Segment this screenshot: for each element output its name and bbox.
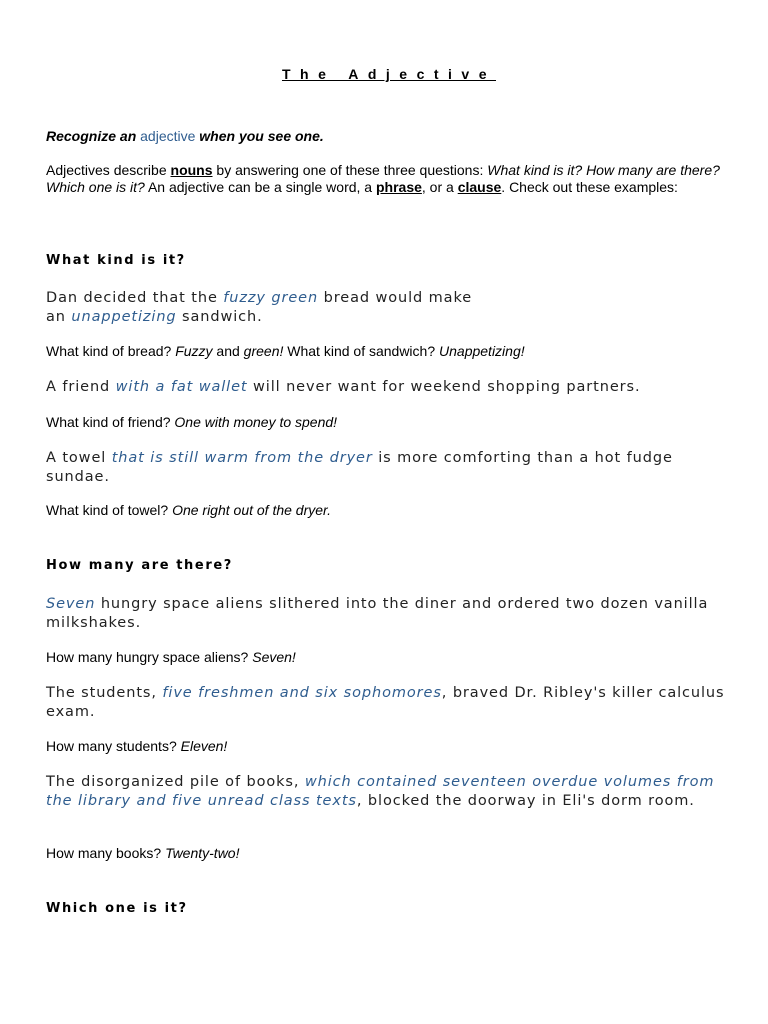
question-how-many-3: How many books? Twenty-two! xyxy=(46,845,240,861)
example-what-kind-2: A friend with a fat wallet will never want for weekend shopping partners. xyxy=(46,379,641,395)
phrase-link[interactable]: phrase xyxy=(375,179,422,195)
question-what-kind-1: What kind of bread? Fuzzy and green! What kind of sandwich? Unappetizing! xyxy=(46,343,525,359)
question-what-kind-2: What kind of friend? One with money to spend! xyxy=(46,414,338,430)
heading-what-kind: What kind is it? xyxy=(46,253,186,268)
example-what-kind-1: Dan decided that the fuzzy green bread would make an unappetizing sandwich. xyxy=(46,290,473,325)
adjective-link[interactable]: adjective xyxy=(140,128,196,144)
heading-how-many: How many are there? xyxy=(46,558,233,573)
page-title: The Adjective xyxy=(281,66,496,82)
intro-paragraph: Adjectives describe nouns by answering one of these three questions: What kind is it? How many are there? Which one is it? An adjective can be a single word, a phrase, or a clause. Check out these examples: xyxy=(46,162,720,195)
example-how-many-3: The disorganized pile of books, which contained seventeen overdue volumes from the library and five unread class texts, blocked the doorway in Eli's dorm room. xyxy=(46,774,715,809)
clause-link[interactable]: clause xyxy=(457,179,502,195)
question-how-many-1: How many hungry space aliens? Seven! xyxy=(46,649,296,665)
question-what-kind-3: What kind of towel? One right out of the dryer. xyxy=(46,502,332,518)
example-what-kind-3: A towel that is still warm from the dryer is more comforting than a hot fudge sundae. xyxy=(46,450,673,485)
nouns-link[interactable]: nouns xyxy=(170,162,213,178)
example-how-many-1: Seven hungry space aliens slithered into the diner and ordered two dozen vanilla milkshakes. xyxy=(46,596,709,631)
question-how-many-2: How many students? Eleven! xyxy=(46,738,228,754)
intro-recognize: Recognize an adjective when you see one. xyxy=(46,128,324,144)
heading-which-one: Which one is it? xyxy=(46,901,188,916)
example-how-many-2: The students, five freshmen and six sophomores, braved Dr. Ribley's killer calculus exam. xyxy=(46,685,725,720)
